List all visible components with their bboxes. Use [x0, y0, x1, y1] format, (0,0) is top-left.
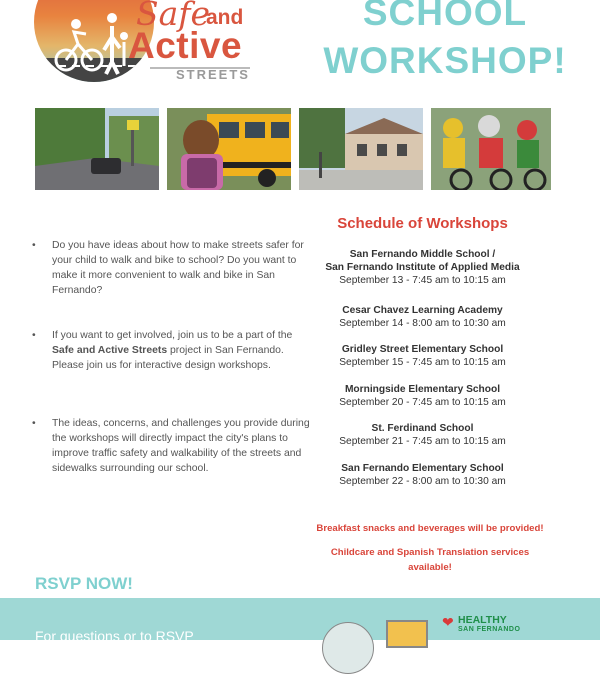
school-building-photo: [299, 108, 423, 190]
workshop-time: September 22 - 8:00 am to 10:30 am: [339, 476, 506, 487]
childcare-note-line-2: available!: [408, 562, 452, 573]
safe-active-streets-logo: [30, 0, 250, 86]
bullet-dot: •: [32, 330, 36, 341]
schedule-title: Schedule of Workshops: [337, 215, 508, 232]
workshop-time: September 14 - 8:00 am to 10:30 am: [339, 318, 506, 329]
school-bus-photo: [167, 108, 291, 190]
street-photo: [35, 108, 159, 190]
bullet-text: [52, 328, 316, 373]
workshop-time: September 15 - 7:45 am to 10:15 am: [339, 357, 506, 368]
bullet-dot: •: [32, 418, 36, 429]
workshop-entry: [305, 343, 540, 369]
bullet-text: The ideas, concerns, and challenges you provide during the workshops will directly impact the city's plans to improve traffic safety and walkability of the streets and sidewalks surrounding our school.: [52, 418, 310, 474]
workshop-school: San Fernando Middle School /: [349, 249, 496, 260]
healthy-logo-city: SAN FERNANDO: [458, 626, 521, 633]
workshop-entry: [305, 462, 540, 488]
workshop-entry: [305, 248, 540, 287]
bullet-text: Do you have ideas about how to make streets safer for your child to walk and bike to school? Do you want to make it more convenient to walk and bike in San Fernando?: [52, 240, 304, 296]
heart-icon: ❤: [442, 614, 454, 630]
workshop-entry: [305, 383, 540, 409]
workshop-time: September 21 - 7:45 am to 10:15 am: [339, 436, 506, 447]
bullet-text-post: project in San Fernando. Please join us for interactive design workshops.: [52, 345, 284, 371]
title-line-1: SCHOOL: [362, 0, 528, 33]
snacks-note: Breakfast snacks and beverages will be provided!: [316, 523, 544, 534]
rsvp-contact-text: For questions or to RSVP: [35, 628, 194, 644]
workshop-entry: [305, 422, 540, 448]
title-line-2: WORKSHOP!: [323, 40, 567, 81]
workshop-school: San Fernando Elementary School: [341, 463, 504, 474]
logo-word-active: Active: [128, 25, 243, 66]
logo-word-safe: Safe: [136, 0, 211, 33]
workshop-school: Gridley Street Elementary School: [341, 344, 504, 355]
childcare-note-line-1: Childcare and Spanish Translation services: [330, 547, 530, 558]
workshop-school: St. Ferdinand School: [371, 423, 474, 434]
bullet-text-bold: Safe and Active Streets: [52, 345, 168, 356]
logo-word-streets: STREETS: [176, 67, 250, 82]
workshop-school: Morningside Elementary School: [344, 384, 501, 395]
bullet-item: [30, 416, 316, 476]
logo-word-and: and: [206, 6, 244, 29]
kids-bikes-photo: [431, 108, 551, 190]
childcare-note: [300, 545, 560, 575]
healthy-logo-word: HEALTHY: [458, 614, 507, 626]
workshop-time: September 20 - 7:45 am to 10:15 am: [339, 397, 506, 408]
partner-badge-logo: [386, 620, 428, 648]
rsvp-heading: RSVP NOW!: [35, 574, 133, 593]
bullet-text-pre: If you want to get involved, join us to be a part of the: [52, 330, 293, 341]
workshop-school-line-2: San Fernando Institute of Applied Media: [325, 262, 520, 273]
workshop-school: Cesar Chavez Learning Academy: [342, 305, 503, 316]
workshop-entry: [305, 304, 540, 330]
city-seal-logo: [322, 622, 374, 674]
bullet-item: [30, 238, 316, 298]
bullet-item: [30, 328, 316, 373]
workshop-time: September 13 - 7:45 am to 10:15 am: [339, 275, 506, 286]
bullet-dot: •: [32, 240, 36, 251]
